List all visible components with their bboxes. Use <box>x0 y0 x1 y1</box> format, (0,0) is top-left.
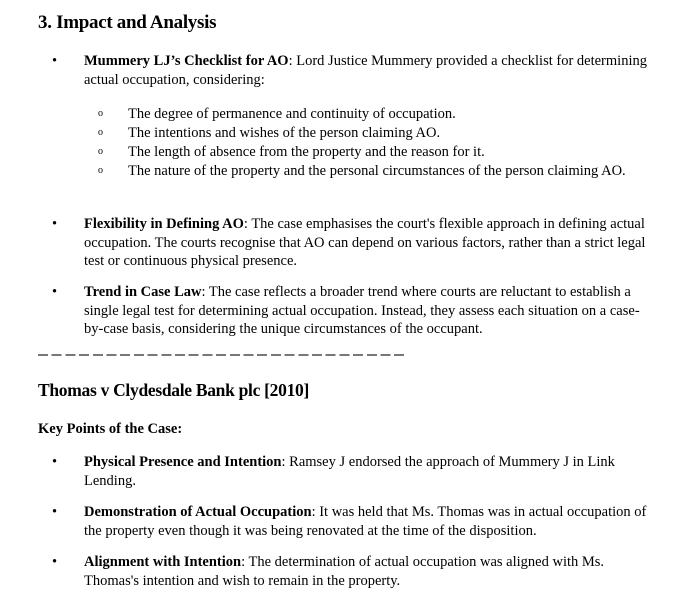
bullet-icon: • <box>52 53 58 69</box>
checklist-text: The length of absence from the property and the reason for it. <box>128 144 485 160</box>
bullet-item <box>52 52 648 89</box>
circle-bullet-icon: o <box>98 146 103 157</box>
bullet-icon: • <box>52 284 58 300</box>
circle-bullet-icon: o <box>98 127 103 138</box>
circle-bullet-icon: o <box>98 108 103 119</box>
bullet-label: Alignment with Intention <box>84 554 242 570</box>
bullet-text: : Ramsey J endorsed the approach of Mummery J in Link Lending. <box>84 454 615 489</box>
key-points-heading: Key Points of the Case: <box>38 421 183 437</box>
circle-bullet-icon: o <box>98 165 103 176</box>
bullet-label: Physical Presence and Intention <box>84 454 282 470</box>
bullet-icon: • <box>52 216 58 232</box>
bullet-label: Flexibility in Defining AO <box>84 216 244 232</box>
bullet-item <box>52 503 648 540</box>
bullet-item <box>52 215 648 271</box>
checklist-item <box>98 105 638 124</box>
section-heading: 3. Impact and Analysis <box>38 12 217 33</box>
bullet-text: : It was held that Ms. Thomas was in actual occupation of the property even though it was being renovated at the time of the disposition. <box>84 504 647 539</box>
bullet-label: Mummery LJ’s Checklist for AO <box>84 53 289 69</box>
bullet-text: : The case emphasises the court's flexible approach in defining actual occupation. The courts recognise that AO can depend on various factors, rather than a strict legal test or continuous physical presence. <box>84 216 646 270</box>
bullet-label: Demonstration of Actual Occupation <box>84 504 312 520</box>
bullet-icon: • <box>52 554 58 570</box>
bullet-icon: • <box>52 504 58 520</box>
bullet-text: : Lord Justice Mummery provided a checklist for determining actual occupation, considering: <box>84 53 647 88</box>
bullet-label: Trend in Case Law <box>84 284 202 300</box>
bullet-item <box>52 283 648 339</box>
checklist-item <box>98 162 638 181</box>
checklist-item <box>98 143 638 162</box>
case-title: Thomas v Clydesdale Bank plc [2010] <box>38 380 309 400</box>
checklist-text: The intentions and wishes of the person claiming AO. <box>128 125 441 141</box>
dashed-divider <box>38 354 408 356</box>
checklist-item <box>98 124 638 143</box>
bullet-text: : The determination of actual occupation was aligned with Ms. Thomas's intention and wish to remain in the property. <box>84 554 605 589</box>
bullet-item <box>52 553 648 590</box>
checklist-text: The degree of permanence and continuity of occupation. <box>128 106 456 122</box>
bullet-icon: • <box>52 454 58 470</box>
checklist-text: The nature of the property and the personal circumstances of the person claiming AO. <box>128 163 626 179</box>
bullet-item <box>52 453 648 490</box>
bullet-text: : The case reflects a broader trend where courts are reluctant to establish a single legal test for determining actual occupation. Instead, they assess each situation on a case-by-case basis, considering the unique circumstances of the occupant. <box>84 284 640 338</box>
